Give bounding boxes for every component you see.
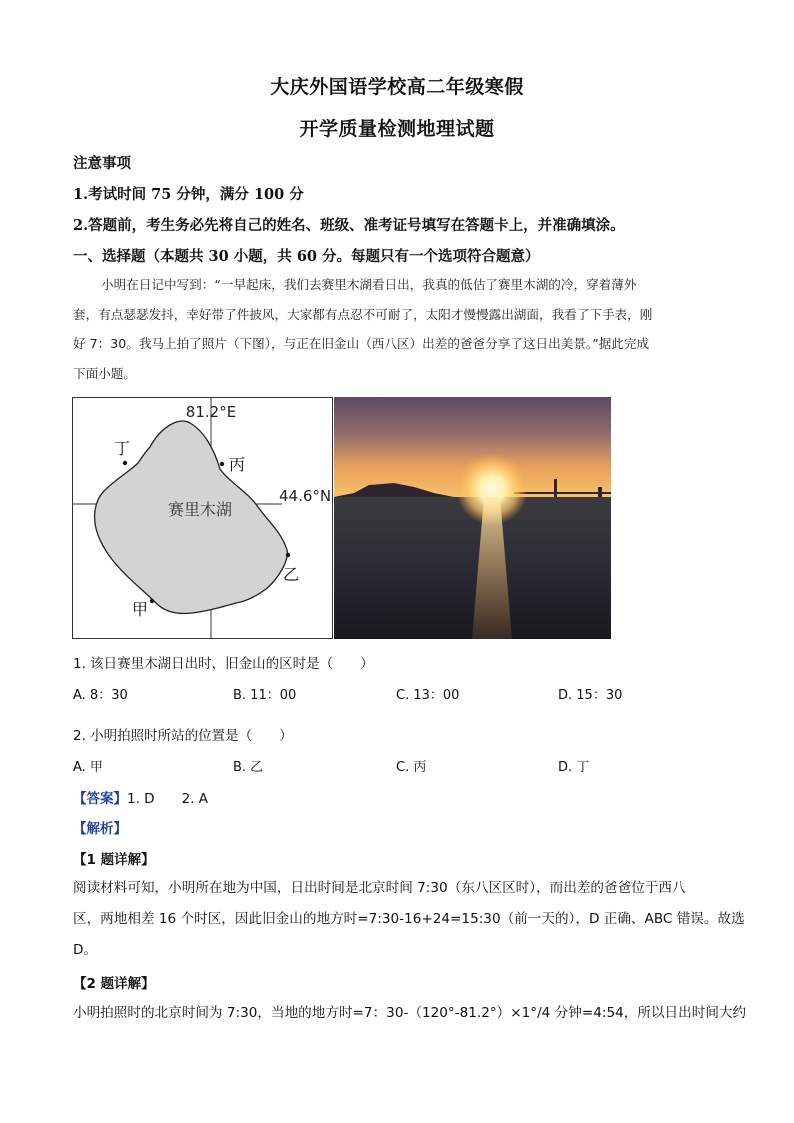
question-2-text: 2. 小明拍照时所站的位置是（ ） (73, 728, 293, 744)
material-line: 下面小题。 (73, 365, 136, 381)
point-bing-dot (220, 462, 224, 466)
analysis-line (73, 817, 127, 837)
photo-bridge-tower (554, 479, 557, 497)
question-1-option-a[interactable]: A. 8：30 (73, 688, 128, 703)
q1-detail-heading: 【1 题详解】 (73, 852, 155, 868)
q1-detail-line: 区，两地相差 16 个时区，因此旧金山的地方时=7:30-16+24=15:30（前一天的），D 正确、ABC 错误。故选 (73, 911, 745, 927)
notice-item-1: 1.考试时间 75 分钟，满分 100 分 (73, 186, 304, 203)
sunrise-photo (334, 397, 611, 639)
question-1-option-d[interactable]: D. 15：30 (558, 688, 623, 703)
exam-title-line2: 开学质量检测地理试题 (299, 118, 495, 140)
point-ding-label: 丁 (114, 439, 131, 458)
answer-label: 【答案】 (73, 791, 127, 807)
section-heading-choice: 一、选择题（本题共 30 小题，共 60 分。每题只有一个选项符合题意） (73, 248, 540, 265)
question-2-option-c[interactable]: C. 丙 (396, 760, 427, 775)
latitude-label: 44.6°N (279, 487, 332, 505)
q2-detail-line: 小明拍照时的北京时间为 7:30，当地的地方时=7：30-（120°-81.2°）×1°/4 分钟=4:54，所以日出时间大约 (73, 1005, 747, 1021)
question-1-text: 1. 该日赛里木湖日出时，旧金山的区时是（ ） (73, 656, 374, 672)
point-ding-dot (123, 461, 127, 465)
exam-title-line1: 大庆外国语学校高二年级寒假 (270, 76, 524, 98)
question-2-option-b[interactable]: B. 乙 (233, 760, 264, 775)
point-jia-dot (150, 599, 154, 603)
question-1-option-b[interactable]: B. 11：00 (233, 688, 297, 703)
lake-map (72, 397, 334, 639)
q1-detail-line: D。 (73, 942, 98, 958)
question-2-option-d[interactable]: D. 丁 (558, 760, 590, 775)
answer-line (73, 787, 208, 807)
notice-item-2: 2.答题前，考生务必先将自己的姓名、班级、准考证号填写在答题卡上，并准确填涂。 (73, 217, 625, 234)
point-bing-label: 丙 (229, 455, 246, 474)
q1-detail-line: 阅读材料可知，小明所在地为中国，日出时间是北京时间 7:30（东八区区时），而出差的爸爸位于西八 (73, 880, 686, 896)
figure-row (72, 397, 612, 641)
photo-bridge-pier (598, 487, 602, 497)
lake-name-label: 赛里木湖 (167, 500, 233, 519)
material-line: 好 7：30。我马上拍了照片（下图），与正在旧金山（西八区）出差的爸爸分享了这日出美景。”据此完成 (73, 336, 650, 351)
material-line: 套，有点瑟瑟发抖，幸好带了件披风，大家都有点忍不可耐了，太阳才慢慢露出湖面，我看了下手表，刚 (73, 306, 653, 322)
q1-detail-paragraph (73, 873, 745, 966)
photo-bridge-deck (514, 492, 611, 494)
question-1-option-c[interactable]: C. 13：00 (396, 688, 460, 703)
point-yi-label: 乙 (283, 565, 300, 584)
q2-detail-heading: 【2 题详解】 (73, 976, 155, 992)
point-jia-label: 甲 (132, 600, 149, 619)
analysis-label: 【解析】 (73, 821, 127, 837)
q2-detail-paragraph (73, 998, 747, 1029)
longitude-label: 81.2°E (185, 403, 237, 421)
question-material (73, 270, 723, 388)
material-line: 小明在日记中写到：“一早起床，我们去赛里木湖看日出，我真的低估了赛里木湖的冷，穿着薄外 (101, 277, 637, 292)
question-2-option-a[interactable]: A. 甲 (73, 760, 103, 775)
notice-heading: 注意事项 (73, 155, 131, 172)
point-yi-dot (286, 553, 290, 557)
answer-values: 1. D 2. A (127, 791, 208, 807)
